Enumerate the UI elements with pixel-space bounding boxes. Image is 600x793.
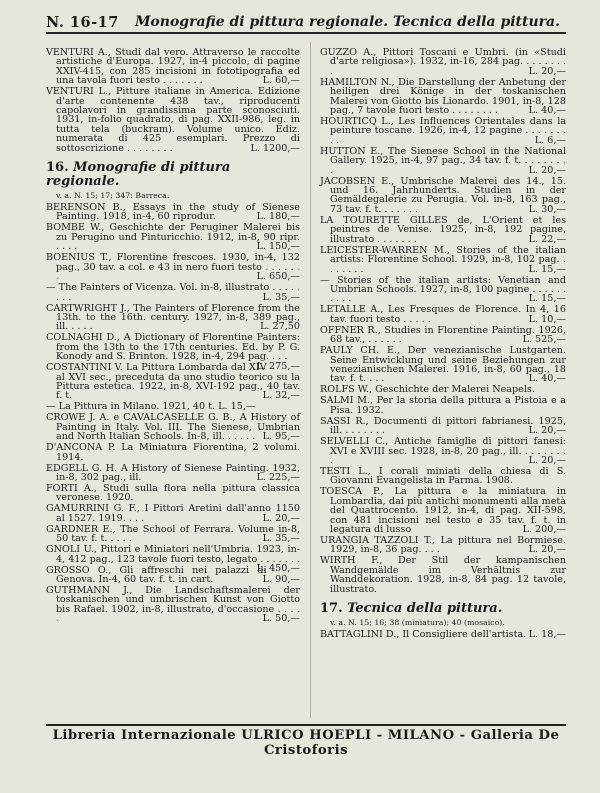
entry-author: GUTHMANN J.,	[46, 585, 133, 596]
catalogue-entry	[320, 48, 566, 76]
entry-price: L. 20,—	[528, 544, 566, 556]
catalogue-entry	[320, 556, 566, 594]
entry-description: Essays in the study of Sienese Painting. 1918, in-4, 60 riprodur.	[56, 202, 300, 223]
catalogue-entry	[320, 216, 566, 244]
entry-price: L. 15,—	[528, 263, 566, 275]
entry-author: VENTURI A.,	[46, 47, 111, 58]
entry-description: The Painters of Vicenza. Vol. in-8, illustrato . . . . . . . .	[55, 282, 300, 303]
catalogue-entry	[46, 48, 300, 86]
entry-price: L. 180,—	[256, 211, 300, 223]
entry-price: L. 20,—	[528, 454, 566, 466]
catalogue-entry	[320, 276, 566, 304]
entry-description: Studi dal vero. Attraverso le raccolte artistiche d'Europa. 1927, in-4 piccolo, di pagine XXIV-415, con 285 incisioni in fototipografia ed una tavola fuori testo . . . . . . .	[56, 47, 301, 87]
entry-price: L. 50,—	[262, 613, 300, 625]
entry-description: Per la storia della pittura a Pistoia e a Pisa. 1932.	[330, 395, 566, 416]
entry-author: HOURTICQ L.,	[320, 116, 394, 128]
catalogue-entry	[46, 253, 300, 281]
entry-author: GARDNER E.,	[46, 523, 116, 535]
entry-description: La Pittura Lombarda dal XIV al XVI sec., preceduta da uno studio teorico su la Pittura estetica. 1922, in-8, XVI-192 pag., 40 tav. f. t.	[56, 362, 300, 402]
catalogue-entry	[46, 443, 300, 462]
section-number: 17.	[320, 601, 348, 617]
entry-description: I corali miniati della chiesa di S. Giovanni Evangelista in Parma. 1908.	[330, 465, 567, 487]
entry-author: TOESCA P.,	[320, 486, 384, 498]
entry-author: COLNAGHI D.,	[46, 332, 120, 344]
entry-author: GNOLI U.,	[46, 544, 97, 556]
entry-author: BOENIUS T.,	[46, 252, 112, 264]
entry-description: Stories of the italian artists: Venetian and Umbrian Schools. 1927, in-8, 100 pagine . . . . . . . . . .	[329, 274, 566, 305]
entry-price: L. 95,—	[262, 431, 300, 443]
entry-description: Stories of the italian artists: Florentine School. 1929, in-8, 102 pag. . . . . . . .	[330, 244, 566, 275]
catalogue-entry	[46, 223, 300, 251]
entry-description: Die Darstellung der Anbetung der heiligen drei Könige in der toskanischen Malerei von Giotto bis Lionardo. 1901, in-8, 128 pag., 7 tavole fuori testo . . . . . . . .	[330, 76, 566, 117]
entry-price: L. 20,—	[528, 425, 566, 437]
entry-price: L. 27,50	[260, 321, 300, 333]
entry-description: Gli affreschi nei palazzi di Genova. In-4, 60 tav. f. t. in cart.	[56, 564, 267, 585]
entry-price: L. 20,—	[262, 512, 300, 524]
left-column	[46, 48, 300, 625]
entry-description: The Painters of Florence from the 13th. to the 16th. century. 1927, in-8, 389 pag., ill. . . . .	[56, 302, 300, 333]
catalogue-entry	[46, 87, 300, 153]
entry-author: PAULY CH. E.,	[320, 345, 401, 357]
entry-author: COSTANTINI V.	[46, 362, 123, 374]
entry-author: HAMILTON N.,	[320, 76, 395, 88]
entry-author: LA TOURETTE GILLES de,	[320, 214, 473, 226]
entry-author: SELVELLI C.,	[320, 436, 389, 448]
entry-description: A Dictionary of Florentine Painters: from the 13th to the 17th centuries. Ed. by P. G. Konody and S. Brinton. 1928, in-4, 294 pag. . . .	[56, 332, 301, 363]
catalogue-entry	[46, 525, 300, 544]
catalogue-entry	[320, 385, 566, 394]
section-number: 16.	[46, 160, 74, 176]
catalogue-entry	[46, 484, 300, 503]
entry-description: La pittura e la miniatura in Lombardia, dai più antichi monumenti alla metà del Quattrocento. 1912, in-4, di pag. XII-598, con 481 incisioni nel testo e 35 tav. f. t. in legatura di lusso	[330, 486, 566, 535]
entry-author: BATTAGLINI D.,	[320, 629, 400, 641]
page-number: N. 16-17	[46, 14, 119, 31]
entry-description: The Sienese School in the National Gallery. 1925, in-4, 97 pag., 34 tav. f. t. . . . . . . . .	[330, 145, 567, 176]
entry-price: L. 225,—	[256, 471, 300, 483]
entry-description: Les Fresques de Florence. In 4, 16 tav. fuori testo . . . . .	[330, 304, 566, 325]
entry-description: The School of Ferrara. Volume in-8, 50 tav. f. t. . . . .	[56, 523, 301, 545]
catalogue-entry	[320, 630, 566, 639]
entry-author: GUZZO A.,	[320, 47, 377, 58]
catalogue-entry	[320, 417, 566, 436]
entry-price: L. 6,—	[534, 134, 566, 146]
catalogue-entry	[320, 117, 566, 145]
catalogue-entry	[320, 326, 566, 345]
entry-description: Umbrische Malerei des 14., 15. und 16. Jahrhunderts. Studien in der Gemäldegalerie zu Perugia. Vol. in-8, 163 pag., 73 tav. f. t. . . . . . .	[330, 175, 566, 215]
entry-price: L. 20,—	[528, 65, 566, 77]
catalogue-entry	[320, 246, 566, 274]
entry-description: Die Landschaftsmalerei der toskanischen und umbrischen Kunst von Giotto bis Rafael. 1902, in-8, illustrato, d'occasione . . . . .	[56, 585, 300, 625]
entry-author: BOMBE W.,	[46, 222, 105, 234]
entry-price: L. 22,—	[528, 233, 566, 245]
entry-price: L. 30,—	[528, 203, 566, 215]
entry-description: L'Orient et les peintres de Venise. 1925, in-8, 192 pagine, illustrato . . . . . . .	[330, 214, 566, 245]
entry-description: Antiche famiglie di pittori fanesi: XVI e XVIII sec. 1928, in-8, 20 pag., ill. . . . . . . . .	[330, 436, 567, 466]
entry-price: L. 450,—	[256, 563, 300, 574]
entry-author: VENTURI L.,	[46, 86, 112, 98]
catalogue-entry	[320, 177, 566, 215]
section-title: Monografie di pittura regionale.	[46, 160, 231, 190]
entry-author: D'ANCONA P.	[46, 442, 116, 454]
entry-description: A History of Sienese Painting. 1932, in-8, 302 pag., ill.	[56, 462, 300, 483]
section-crossref: v. a. N. 15; 17; 347: Barreca.	[56, 191, 170, 201]
catalogue-entry	[46, 504, 300, 523]
entry-description: La pittura nel Bormiese. 1929, in-8, 36 pag. . . .	[330, 535, 566, 556]
entry-price: L. 90,—	[262, 574, 300, 585]
entry-author: WIRTH F.,	[320, 555, 383, 567]
entry-price: L. 200,—	[522, 524, 566, 535]
entry-description: Geschichte der Malerei Neapels.	[372, 384, 535, 396]
entry-price: L. 1200,—	[250, 142, 300, 154]
entry-author: —	[46, 282, 56, 294]
entry-author: BERENSON B.,	[46, 202, 126, 214]
catalogue-entry	[46, 563, 300, 585]
entry-description: Geschichte der Peruginer Malerei bis zu Perugino und Pinturicchio. 1912, in-8, 90 ripr. . . . .	[56, 222, 300, 253]
column-divider	[310, 42, 311, 718]
entry-price: L. 150,—	[256, 241, 300, 253]
entry-description: La Miniatura Fiorentina, 2 volumi. 1914.	[56, 442, 300, 463]
entry-author: GROSSO O.,	[46, 564, 112, 576]
entry-description: Les Influences Orientales dans la peinture toscane. 1926, in-4, 12 pagine . . . . . . . . .	[330, 116, 566, 146]
right-column	[320, 48, 566, 641]
catalogue-entry	[320, 305, 566, 324]
entry-price: L. 40,—	[528, 373, 566, 385]
footer-rule	[46, 724, 566, 726]
catalogue-entry	[320, 396, 566, 415]
catalogue-entry	[46, 586, 300, 624]
entry-author: GAMURRINI G. F.,	[46, 503, 140, 515]
entry-description: Documenti di pittori fabrianesi. 1925, ill. . . . . . . .	[330, 415, 567, 437]
entry-price: L. 18,—	[528, 629, 566, 641]
section-crossref: v. a. N. 15; 16; 38 (miniatura); 40 (mosaico).	[330, 618, 505, 628]
entry-description: Der venezianische Lustgarten. Seine Entwicklung und seine Beziehungen zur venezianischen Malerei. 1916, in-8, 60 pag., 18 tav. f. t. . . .	[330, 345, 566, 385]
catalogue-entry	[320, 536, 566, 555]
entry-author: CARTWRIGHT J.,	[46, 302, 130, 314]
entry-price: L. 525,—	[522, 334, 566, 346]
entry-author: JACOBSEN E.,	[320, 175, 395, 187]
entry-price: L. 10,—	[528, 313, 566, 325]
entry-price: L. 15,—	[528, 293, 566, 305]
catalogue-entry	[46, 464, 300, 483]
entry-author: CROWE J. A. e CAVALCASELLE G. B.,	[46, 412, 236, 424]
entry-description: I Pittori Aretini dall'anno 1150 al 1527. 1919. . . .	[56, 503, 300, 524]
entry-author: SASSI R.,	[320, 415, 369, 427]
section-title: Tecnica della pittura.	[347, 601, 503, 617]
catalogue-entry	[320, 487, 566, 534]
catalogue-entry	[46, 203, 300, 222]
entry-author: OFFNER R.,	[320, 324, 381, 336]
entry-author: TESTI L.,	[320, 465, 371, 477]
entry-author: LETALLE A.,	[320, 304, 384, 316]
page-header	[46, 10, 566, 34]
page-title: Monografie di pittura regionale. Tecnica della pittura.	[134, 14, 560, 30]
entry-description: Il Consigliere dell'artista.	[399, 629, 527, 641]
catalogue-entry	[320, 147, 566, 175]
entry-price: L. 275,—	[256, 360, 300, 372]
footer-publisher: Libreria Internazionale ULRICO HOEPLI - MILANO - Galleria De Cristoforis	[52, 728, 560, 758]
entry-description: Der Stil der kampanischen Wandgemälde im Verhältnis zur Wanddekoration. 1928, in-8, 84 pag. 12 tavole, illustrato.	[330, 555, 566, 595]
section-heading	[320, 602, 566, 616]
entry-author: SALMI M.,	[320, 395, 374, 407]
entry-price: L. 40,—	[528, 105, 566, 117]
entry-description: Pittori Toscani e Umbri. (in «Studi d'arte religiosa»). 1932, in-16, 284 pag. . . . . . . . .	[330, 47, 566, 77]
entry-description: Studi sulla flora nella pittura classica veronese. 1920.	[56, 482, 300, 504]
catalogue-entry	[320, 437, 566, 465]
entry-author: EDGELL G. H.	[46, 462, 118, 474]
section-heading	[46, 161, 300, 189]
entry-description: Pitture italiane in America. Edizione d'arte contenente 438 tav., riproducenti capolavori in grandissima parte sconosciuti. 1931, in-folio quadrato, di pag. XXII-986, leg. in tutta tela (buckram). Volume unico. Ediz. numerata di 425 esemplari. Prezzo di sottoscrizione . . . . . . . .	[56, 86, 301, 154]
catalogue-entry	[320, 467, 566, 486]
entry-price: L. 60,—	[262, 75, 300, 87]
entry-description: A History of Painting in Italy. Vol. III. The Sienese, Umbrian and North Italian Schools. In-8, ill. . . . . .	[56, 412, 300, 443]
entry-description: Studies in Florentine Painting. 1926, 68 tav., . . . . . .	[330, 324, 566, 346]
catalogue-entry	[320, 346, 566, 384]
entry-author: —	[46, 401, 56, 413]
entry-author: URANGIA TAZZOLI T.,	[320, 535, 436, 546]
catalogue-entry	[46, 402, 300, 411]
entry-author: —	[320, 274, 330, 286]
catalogue-entry	[320, 78, 566, 116]
catalogue-entry	[46, 413, 300, 441]
entry-description: La Pittura in Milano. 1921, 40 t. L. 15,—	[55, 401, 256, 413]
entry-description: Pittori e Miniatori nell'Umbria. 1923, in-4, 412 pag., 123 tavole fuori testo, legato . . . . . . .	[56, 544, 300, 565]
entry-price: L. 650,—	[256, 271, 300, 283]
entry-price: L. 35,—	[262, 291, 300, 303]
entry-price: L. 35,—	[262, 533, 300, 545]
catalogue-entry	[46, 304, 300, 332]
entry-author: FORTI A.,	[46, 482, 97, 494]
entry-price: L. 32,—	[262, 390, 300, 402]
entry-author: ROLFS W.,	[320, 384, 373, 396]
entry-description: Florentine frescoes. 1930, in-4, 132 pag., 30 tav. a col. e 43 in nero fuori testo . . . . . . .	[56, 252, 300, 283]
entry-author: HUTTON E.,	[320, 145, 384, 157]
catalogue-entry	[46, 283, 300, 302]
entry-price: L. 20,—	[528, 164, 566, 176]
entry-author: LEICESTER-WARREN M.,	[320, 244, 450, 256]
catalogue-entry	[46, 360, 300, 402]
